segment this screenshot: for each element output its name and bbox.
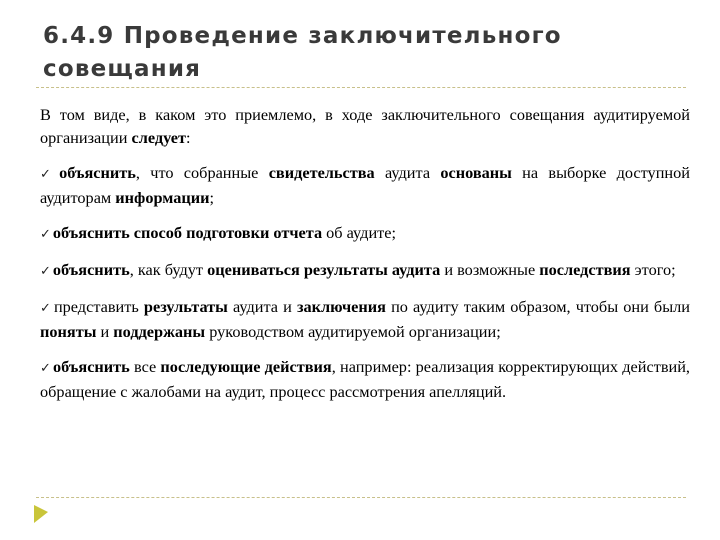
intro-text-end: : — [185, 128, 191, 147]
item-text: и — [96, 322, 114, 341]
item-bold: последствия — [539, 260, 631, 279]
checkmark-icon: ✓ — [40, 227, 51, 242]
slide-title: 6.4.9 Проведение заключительного совещания — [43, 23, 562, 82]
item-bold: объяснить — [53, 357, 130, 376]
item-bold: основаны — [440, 163, 512, 182]
item-bold: оцениваться результаты аудита — [207, 260, 441, 279]
list-item — [40, 221, 690, 246]
intro-bold: следует — [131, 128, 186, 147]
bottom-divider — [36, 497, 686, 498]
item-bold: поняты — [40, 322, 97, 341]
item-bold: результаты — [143, 297, 228, 316]
item-text: на выборке доступной аудиторам — [40, 163, 690, 207]
item-text: по аудиту таким образом, чтобы они были — [385, 297, 690, 316]
triangle-corner-icon — [34, 505, 48, 523]
item-bold: последующие действия — [160, 357, 332, 376]
list-item — [40, 355, 690, 403]
item-text: ; — [209, 188, 215, 207]
item-bold: объяснить — [52, 260, 130, 279]
item-text: руководством аудитируемой организации; — [205, 322, 501, 341]
item-text: , что собранные — [135, 163, 269, 182]
list-item — [40, 161, 690, 209]
slide-body — [40, 103, 690, 403]
item-text: об аудите; — [322, 223, 397, 242]
checkmark-icon: ✓ — [40, 361, 52, 376]
item-text: все — [129, 357, 161, 376]
item-text: , как будут — [129, 260, 208, 279]
item-bold: заключения — [296, 297, 386, 316]
item-text: аудита — [374, 163, 441, 182]
item-bold: информации — [115, 188, 210, 207]
top-divider — [36, 87, 686, 88]
list-item — [40, 258, 690, 283]
item-bold: поддержаны — [113, 322, 206, 341]
checkmark-icon: ✓ — [40, 301, 52, 316]
item-text: , например: реализация корректирующих действий, обращение с жалобами на аудит, процесс рассмотрения апелляций. — [40, 357, 691, 401]
intro-paragraph — [40, 103, 690, 149]
item-bold: объяснить способ подготовки отчета — [52, 223, 323, 242]
list-item — [40, 295, 690, 343]
item-bold: свидетельства — [268, 163, 375, 182]
item-text: и возможные — [440, 260, 540, 279]
intro-text: В том виде, в каком это приемлемо, в ходе заключительного совещания аудитируемой организации — [40, 105, 690, 147]
checkmark-icon: ✓ — [40, 167, 58, 182]
item-bold: объяснить — [59, 163, 136, 182]
item-text: аудита и — [227, 297, 297, 316]
checkmark-icon: ✓ — [40, 264, 51, 279]
item-text: представить — [53, 297, 144, 316]
item-text: этого; — [630, 260, 676, 279]
